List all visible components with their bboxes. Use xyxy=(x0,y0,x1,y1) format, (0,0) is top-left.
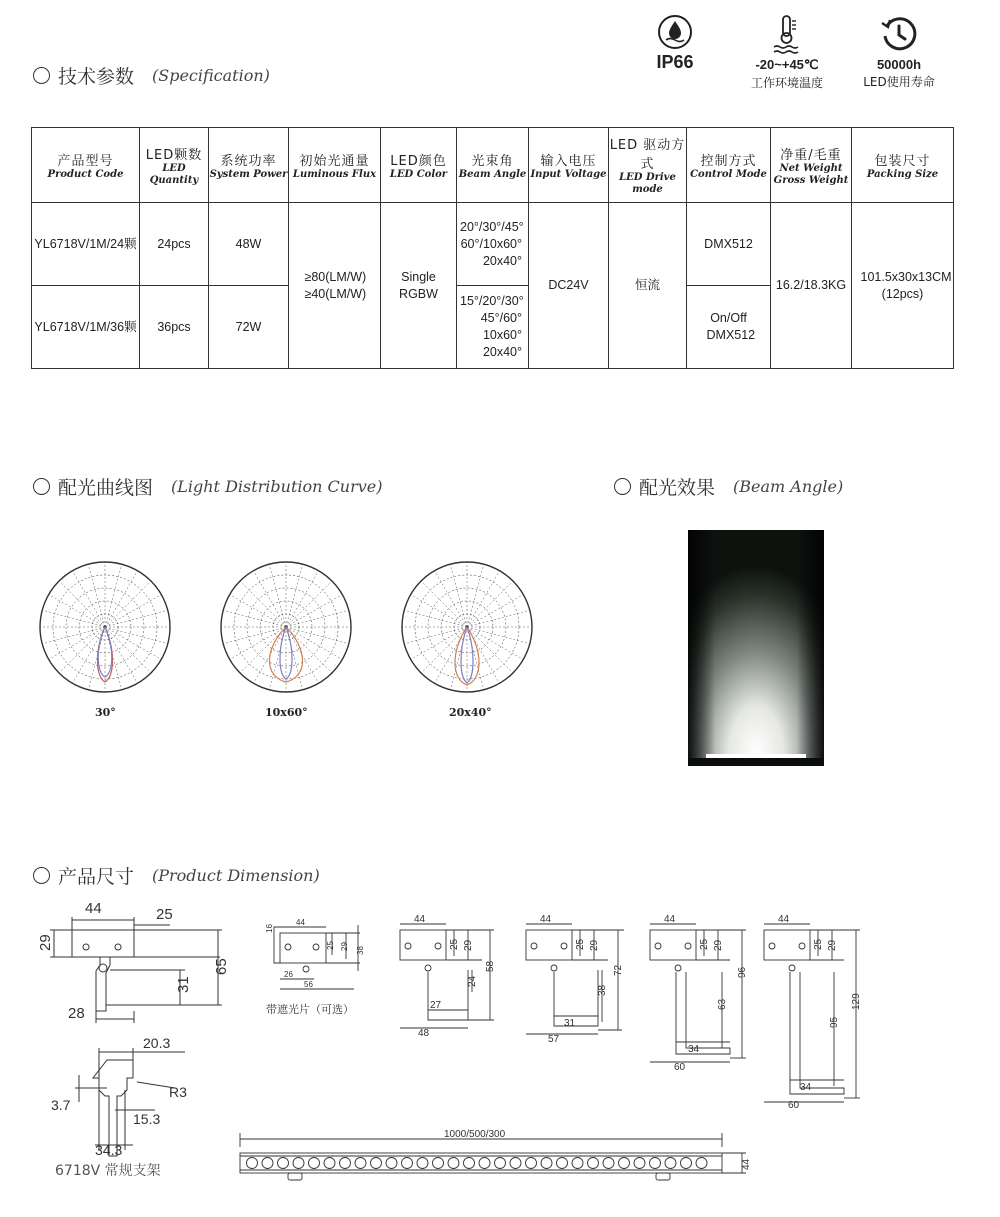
dim-label: 38 xyxy=(597,984,608,996)
dim-label: 44 xyxy=(296,918,305,927)
profile-58-drawing xyxy=(392,912,512,1037)
profile-129-drawing xyxy=(752,912,882,1117)
beam-effect-photo xyxy=(688,530,824,766)
dim-label: 57 xyxy=(548,1034,560,1045)
cell-qty: 36pcs xyxy=(140,286,209,369)
feature-badges xyxy=(630,14,944,91)
th-drive: LED 驱动方式 LED Drive mode xyxy=(609,128,687,203)
th-product-code: 产品型号 Product Code xyxy=(32,128,140,203)
dim-label: 26 xyxy=(284,970,293,979)
cell-code: YL6718V/1M/24颗 xyxy=(32,203,140,286)
shield-caption: 带遮光片（可选） xyxy=(266,1003,354,1016)
section-en: (Beam Angle) xyxy=(733,477,844,496)
dim-label: 96 xyxy=(737,966,748,978)
dim-label: 29 xyxy=(713,939,724,951)
dim-label: 25 xyxy=(156,906,173,923)
cell-qty: 24pcs xyxy=(140,203,209,286)
dim-label: 25 xyxy=(575,938,586,950)
ip-badge xyxy=(630,14,720,91)
dim-label: 60 xyxy=(788,1100,800,1111)
bullet-circle-icon xyxy=(33,67,50,84)
section-curve-title xyxy=(33,473,382,500)
lifetime-label: LED使用寿命 xyxy=(863,75,935,89)
temperature-badge xyxy=(742,14,832,91)
dim-label: 44 xyxy=(540,914,552,925)
dim-label: 3.7 xyxy=(51,1097,71,1113)
th-flux: 初始光通量 Luminous Flux xyxy=(289,128,381,203)
dim-label: 60 xyxy=(674,1062,686,1073)
polar-curve-30 xyxy=(35,555,175,700)
cell-control: On/Off DMX512 xyxy=(687,286,771,369)
dim-label: 48 xyxy=(418,1028,430,1037)
dim-label: 25 xyxy=(699,938,710,950)
dim-label: 44 xyxy=(741,1158,752,1170)
dim-label: 16 xyxy=(265,924,274,933)
section-beam-title xyxy=(614,473,843,500)
profile-72-drawing xyxy=(518,912,638,1047)
cell-power: 72W xyxy=(209,286,289,369)
th-packing: 包装尺寸 Packing Size xyxy=(852,128,954,203)
bullet-circle-icon xyxy=(614,478,631,495)
dim-label: 31 xyxy=(175,976,192,993)
dim-label: 28 xyxy=(68,1005,85,1022)
dim-label: 29 xyxy=(827,939,838,951)
shield-profile-drawing xyxy=(258,915,378,995)
th-voltage: 输入电压 Input Voltage xyxy=(529,128,609,203)
cell-voltage: DC24V xyxy=(529,203,609,369)
section-cn: 技术参数 xyxy=(58,66,135,88)
dim-label: 34.3 xyxy=(95,1142,123,1158)
section-cn: 配光曲线图 xyxy=(58,477,154,499)
polar-label-10x60: 10x60° xyxy=(265,706,308,719)
temperature-label: 工作环境温度 xyxy=(750,76,823,90)
dim-label: 29 xyxy=(589,939,600,951)
lifetime-badge xyxy=(854,14,944,91)
thermometer-icon xyxy=(769,14,805,54)
table-header-row xyxy=(32,128,954,203)
dim-label: 44 xyxy=(85,900,102,917)
bracket-detail-drawing xyxy=(45,1030,205,1160)
dim-label: 56 xyxy=(304,980,313,989)
profile-96-drawing xyxy=(640,912,760,1077)
section-en: (Specification) xyxy=(152,66,270,85)
led-bar-drawing xyxy=(232,1125,762,1185)
dim-label: 34 xyxy=(800,1082,812,1093)
cell-packing: 101.5x30x13CM (12pcs) xyxy=(852,203,954,369)
clock-icon xyxy=(879,14,919,54)
section-cn: 产品尺寸 xyxy=(58,866,135,888)
bullet-circle-icon xyxy=(33,867,50,884)
cell-power: 48W xyxy=(209,203,289,286)
dim-label: 20.3 xyxy=(143,1035,171,1051)
th-color: LED颜色 LED Color xyxy=(381,128,457,203)
water-drop-icon xyxy=(657,14,693,50)
polar-label-30: 30° xyxy=(95,706,116,719)
spec-table xyxy=(31,127,954,369)
dim-label: 25 xyxy=(326,941,335,950)
dim-label: 58 xyxy=(485,960,496,972)
th-weight: 净重/毛重 Net Weight Gross Weight xyxy=(771,128,852,203)
th-beam: 光束角 Beam Angle xyxy=(457,128,529,203)
section-en: (Product Dimension) xyxy=(152,866,320,885)
temperature-range: -20~+45℃ xyxy=(755,57,819,72)
dim-label: 38 xyxy=(356,946,365,955)
section-en: (Light Distribution Curve) xyxy=(171,477,383,496)
dim-label: 44 xyxy=(414,914,426,925)
dim-label: 31 xyxy=(564,1018,576,1029)
dim-label: 29 xyxy=(463,939,474,951)
dim-label: 29 xyxy=(340,942,349,951)
cell-flux: ≥80(LM/W) ≥40(LM/W) xyxy=(289,203,381,369)
dim-label: 24 xyxy=(467,975,478,987)
th-led-qty: LED颗数 LED Quantity xyxy=(140,128,209,203)
cell-drive: 恒流 xyxy=(609,203,687,369)
cell-beam: 20°/30°/45° 60°/10x60° 20x40° xyxy=(457,203,529,286)
dim-label: 95 xyxy=(829,1016,840,1028)
cell-control: DMX512 xyxy=(687,203,771,286)
dim-label: 25 xyxy=(449,938,460,950)
dim-label: 34 xyxy=(688,1044,700,1055)
table-row xyxy=(32,203,954,286)
dim-label: 44 xyxy=(664,914,676,925)
lifetime-value: 50000h xyxy=(876,57,922,72)
cell-weight: 16.2/18.3KG xyxy=(771,203,852,369)
dim-label: R3 xyxy=(169,1084,187,1100)
section-cn: 配光效果 xyxy=(639,477,716,499)
dim-label: 72 xyxy=(613,964,624,976)
th-power: 系统功率 System Power xyxy=(209,128,289,203)
dim-label: 1000/500/300 xyxy=(444,1129,506,1140)
cell-beam: 15°/20°/30° 45°/60° 10x60° 20x40° xyxy=(457,286,529,369)
dim-label: 44 xyxy=(778,914,790,925)
th-control: 控制方式 Control Mode xyxy=(687,128,771,203)
bracket-caption: 6718V 常规支架 xyxy=(55,1163,161,1179)
cell-code: YL6718V/1M/36颗 xyxy=(32,286,140,369)
dim-label: 27 xyxy=(430,1000,442,1011)
dim-label: 129 xyxy=(851,993,862,1010)
bullet-circle-icon xyxy=(33,478,50,495)
dim-label: 25 xyxy=(813,938,824,950)
dim-label: 15.3 xyxy=(133,1111,161,1127)
bracket-drawing xyxy=(30,895,230,1025)
ip-rating: IP66 xyxy=(656,52,694,72)
dim-label: 63 xyxy=(717,998,728,1010)
polar-curve-20x40 xyxy=(397,555,537,700)
cell-color: Single RGBW xyxy=(381,203,457,369)
section-dimension-title xyxy=(33,862,320,889)
dim-label: 65 xyxy=(213,958,230,975)
section-spec-title xyxy=(33,62,270,89)
dim-label: 29 xyxy=(37,934,54,951)
polar-label-20x40: 20x40° xyxy=(449,706,492,719)
polar-curve-10x60 xyxy=(216,555,356,700)
